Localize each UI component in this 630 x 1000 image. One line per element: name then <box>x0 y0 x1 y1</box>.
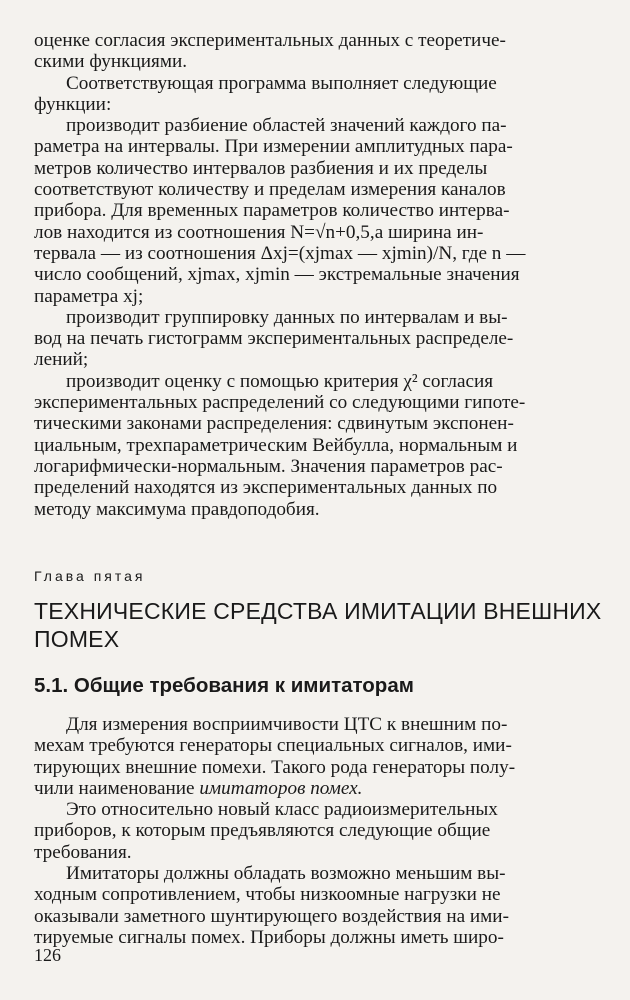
text-line: тическими законами распределения: сдвинутым экспонен- <box>34 413 514 435</box>
text-line: Для измерения восприимчивости ЦТС к внешним по- <box>66 714 508 735</box>
bottom-text-block <box>34 714 590 948</box>
text-line: экспериментальных распределений со следующими гипоте- <box>34 392 526 414</box>
section-title: 5.1. Общие требования к имитаторам <box>34 674 414 697</box>
text-line: методу максимума правдоподобия. <box>34 498 320 520</box>
text-line: производит оценку с помощью критерия χ² согласия <box>66 370 494 392</box>
text-line: Это относительно новый класс радиоизмерительных <box>66 799 498 821</box>
text-line: тервала — из соотношения Δxj=(xjmax — xjmin)/N, где n — <box>34 242 526 264</box>
text-line: производит разбиение областей значений каждого па- <box>66 115 507 137</box>
text-line: раметра на интервалы. При измерении амплитудных пара- <box>34 136 513 158</box>
text-line: соответствуют количеству и пределам измерения каналов <box>34 179 506 201</box>
text-line: логарифмически-нормальным. Значения параметров рас- <box>34 455 503 477</box>
text-line: Имитаторы должны обладать возможно меньшим вы- <box>66 863 506 885</box>
chapter-title <box>34 597 604 653</box>
text-line: требования. <box>34 841 132 863</box>
italic-term: имитаторов помех. <box>199 777 363 799</box>
text-line: лений; <box>34 349 89 371</box>
text-line: метров количество интервалов разбиения и их пределы <box>34 157 488 179</box>
text-line <box>34 778 590 799</box>
text-line: вод на печать гистограмм экспериментальных распределе- <box>34 328 514 350</box>
text-line: оценке согласия экспериментальных данных с теоретиче- <box>34 30 506 51</box>
text-line: производит группировку данных по интервалам и вы- <box>66 306 508 328</box>
chapter-title-line: ПОМЕХ <box>34 626 120 652</box>
text-line: оказывали заметного шунтирующего воздействия на ими- <box>34 905 509 927</box>
page-number: 126 <box>34 945 61 965</box>
text-line: мехам требуются генераторы специальных сигналов, ими- <box>34 735 512 757</box>
text-line: число сообщений, xjmax, xjmin — экстремальные значения <box>34 264 520 286</box>
text-line: ходным сопротивлением, чтобы низкоомные нагрузки не <box>34 884 501 906</box>
chapter-title-line: ТЕХНИЧЕСКИЕ СРЕДСТВА ИМИТАЦИИ ВНЕШНИХ <box>34 598 602 624</box>
text-line: приборов, к которым предъявляются следующие общие <box>34 820 491 842</box>
text-line: пределений находятся из экспериментальных данных по <box>34 477 498 499</box>
top-text-block <box>34 30 590 520</box>
text-line: лов находится из соотношения N=√n+0,5,а ширина ин- <box>34 221 484 243</box>
text-line: функции: <box>34 93 112 115</box>
text-line: параметра xj; <box>34 285 144 307</box>
text-line: Соответствующая программа выполняет следующие <box>66 72 497 94</box>
text-line: тирующих внешние помехи. Такого рода генераторы полу- <box>34 756 516 778</box>
chapter-label: Глава пятая <box>34 568 146 584</box>
text-line: тируемые сигналы помех. Приборы должны иметь широ- <box>34 926 504 948</box>
text-line: прибора. Для временных параметров количество интерва- <box>34 200 510 222</box>
text-span: чили наименование <box>34 777 200 799</box>
text-line: циальным, трехпараметрическим Вейбулла, нормальным и <box>34 434 518 456</box>
text-line: скими функциями. <box>34 51 188 73</box>
